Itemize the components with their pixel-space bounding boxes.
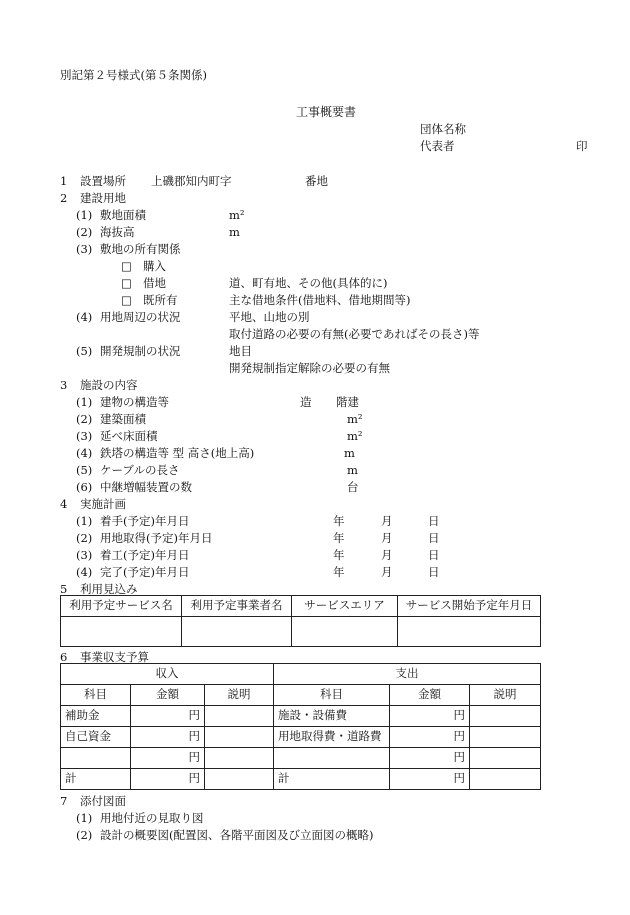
usage-cell[interactable] — [61, 617, 182, 647]
floors-label: 階建 — [336, 395, 359, 409]
representative-label: 代表者 — [420, 139, 455, 153]
income-item-header: 科目 — [61, 685, 131, 706]
year-label: 年 — [333, 565, 345, 579]
owned-checkbox[interactable]: □ — [121, 293, 132, 307]
expense-note[interactable] — [470, 748, 541, 769]
expense-amount-header: 金額 — [390, 685, 470, 706]
schedule-label: 用地取得(予定)年月日 — [100, 531, 213, 545]
ownership-label: 敷地の所有関係 — [100, 242, 181, 256]
floor-area-label: 延べ床面積 — [100, 429, 158, 443]
schedule-label: 着手(予定)年月日 — [100, 514, 190, 528]
usage-table — [60, 595, 541, 647]
usage-header-service: 利用予定サービス名 — [61, 596, 182, 617]
item-number: (3) — [76, 548, 93, 562]
location-address: 上磯郡知内町字 — [151, 174, 232, 188]
item-number: (2) — [76, 828, 93, 842]
item-number: (1) — [76, 208, 93, 222]
section-4-number: 4 — [60, 497, 68, 511]
lease-checkbox[interactable]: □ — [121, 276, 132, 290]
surroundings-label: 用地周辺の状況 — [100, 310, 181, 324]
income-item: 自己資金 — [61, 727, 131, 748]
unit-label: m² — [347, 412, 363, 426]
income-item[interactable] — [61, 748, 131, 769]
altitude-label: 海抜高 — [100, 225, 135, 239]
regulation-line1: 地目 — [229, 344, 252, 358]
expense-total-amount[interactable]: 円 — [390, 769, 470, 790]
income-total-label: 計 — [61, 769, 131, 790]
income-amount[interactable]: 円 — [131, 727, 205, 748]
owned-label: 既所有 — [143, 293, 178, 307]
expense-note-header: 説明 — [470, 685, 541, 706]
amplifier-count-label: 中継増幅装置の数 — [100, 480, 192, 494]
usage-cell[interactable] — [398, 617, 541, 647]
item-number: (1) — [76, 811, 93, 825]
expense-total-label: 計 — [274, 769, 390, 790]
unit-label: 台 — [347, 480, 359, 494]
year-label: 年 — [333, 531, 345, 545]
section-5-label: 利用見込み — [80, 582, 138, 596]
usage-header-operator: 利用予定事業者名 — [182, 596, 292, 617]
item-number: (2) — [76, 412, 93, 426]
item-number: (4) — [76, 446, 93, 460]
section-6-label: 事業収支予算 — [80, 650, 149, 664]
schedule-label: 着工(予定)年月日 — [100, 548, 190, 562]
item-number: (3) — [76, 242, 93, 256]
expense-header: 支出 — [274, 664, 541, 685]
expense-item[interactable] — [274, 748, 390, 769]
day-label: 日 — [428, 531, 440, 545]
item-number: (5) — [76, 463, 93, 477]
section-5-number: 5 — [60, 582, 68, 596]
usage-header-start-date: サービス開始予定年月日 — [398, 596, 541, 617]
unit-label: m — [229, 225, 240, 239]
section-1-label: 設置場所 — [80, 174, 126, 188]
site-area-label: 敷地面積 — [100, 208, 146, 222]
document-title: 工事概要書 — [296, 105, 357, 119]
expense-amount[interactable]: 円 — [390, 706, 470, 727]
year-label: 年 — [333, 514, 345, 528]
day-label: 日 — [428, 514, 440, 528]
surroundings-line2: 取付道路の必要の有無(必要であればその長さ)等 — [229, 327, 480, 341]
unit-label: m — [347, 463, 358, 477]
unit-label: m — [344, 446, 355, 460]
section-2-number: 2 — [60, 191, 68, 205]
section-3-label: 施設の内容 — [80, 378, 138, 392]
income-amount[interactable]: 円 — [131, 706, 205, 727]
surroundings-line1: 平地、山地の別 — [229, 310, 310, 324]
section-4-label: 実施計画 — [80, 497, 126, 511]
month-label: 月 — [381, 514, 393, 528]
expense-item-header: 科目 — [274, 685, 390, 706]
lease-note: 道、町有地、その他(具体的に) — [229, 276, 388, 290]
budget-total-row — [61, 769, 541, 790]
usage-header-area: サービスエリア — [292, 596, 398, 617]
owned-note: 主な借地条件(借地料、借地期間等) — [229, 293, 411, 307]
day-label: 日 — [428, 565, 440, 579]
section-7-number: 7 — [60, 794, 68, 808]
structure-label: 建物の構造等 — [100, 395, 169, 409]
attachment-label: 用地付近の見取り図 — [100, 811, 204, 825]
section-7-label: 添付図面 — [80, 794, 126, 808]
item-number: (2) — [76, 225, 93, 239]
attachment-label: 設計の概要図(配置図、各階平面図及び立面図の概略) — [100, 828, 374, 842]
section-3-number: 3 — [60, 378, 68, 392]
year-label: 年 — [333, 548, 345, 562]
item-number: (1) — [76, 395, 93, 409]
budget-table — [60, 663, 541, 790]
building-area-label: 建築面積 — [100, 412, 146, 426]
org-name-label: 団体名称 — [420, 122, 466, 136]
income-header: 収入 — [61, 664, 274, 685]
income-amount-header: 金額 — [131, 685, 205, 706]
income-amount[interactable]: 円 — [131, 748, 205, 769]
section-6-number: 6 — [60, 650, 68, 664]
seal-mark: 印 — [576, 139, 588, 153]
expense-note[interactable] — [470, 727, 541, 748]
item-number: (2) — [76, 531, 93, 545]
month-label: 月 — [381, 531, 393, 545]
day-label: 日 — [428, 548, 440, 562]
expense-item: 用地取得費・道路費 — [274, 727, 390, 748]
form-reference: 別記第２号様式(第５条関係) — [60, 68, 207, 82]
month-label: 月 — [381, 548, 393, 562]
section-1-number: 1 — [60, 174, 68, 188]
item-number: (4) — [76, 565, 93, 579]
item-number: (3) — [76, 429, 93, 443]
lease-label: 借地 — [143, 276, 166, 290]
purchase-label: 購入 — [143, 259, 166, 273]
regulation-line2: 開発規制指定解除の必要の有無 — [229, 361, 390, 375]
regulation-label: 開発規制の状況 — [100, 344, 181, 358]
budget-row — [61, 748, 541, 769]
item-number: (5) — [76, 344, 93, 358]
budget-row — [61, 727, 541, 748]
month-label: 月 — [381, 565, 393, 579]
tower-label: 鉄塔の構造等 型 高さ(地上高) — [100, 446, 255, 460]
unit-label: m² — [229, 208, 245, 222]
cable-length-label: ケーブルの長さ — [100, 463, 180, 477]
schedule-label: 完了(予定)年月日 — [100, 565, 190, 579]
budget-row — [61, 706, 541, 727]
expense-item: 施設・設備費 — [274, 706, 390, 727]
income-item: 補助金 — [61, 706, 131, 727]
usage-cell[interactable] — [182, 617, 292, 647]
expense-amount[interactable]: 円 — [390, 727, 470, 748]
banchi-label: 番地 — [305, 174, 328, 188]
item-number: (4) — [76, 310, 93, 324]
unit-label: m² — [347, 429, 363, 443]
expense-total-note[interactable] — [470, 769, 541, 790]
expense-amount[interactable]: 円 — [390, 748, 470, 769]
income-total-amount[interactable]: 円 — [131, 769, 205, 790]
expense-note[interactable] — [470, 706, 541, 727]
income-total-note[interactable] — [205, 769, 274, 790]
purchase-checkbox[interactable]: □ — [121, 259, 132, 273]
income-note[interactable] — [205, 706, 274, 727]
section-2-label: 建設用地 — [80, 191, 126, 205]
item-number: (1) — [76, 514, 93, 528]
income-note-header: 説明 — [205, 685, 274, 706]
item-number: (6) — [76, 480, 93, 494]
usage-cell[interactable] — [292, 617, 398, 647]
income-note[interactable] — [205, 727, 274, 748]
structure-type: 造 — [300, 395, 312, 409]
income-note[interactable] — [205, 748, 274, 769]
